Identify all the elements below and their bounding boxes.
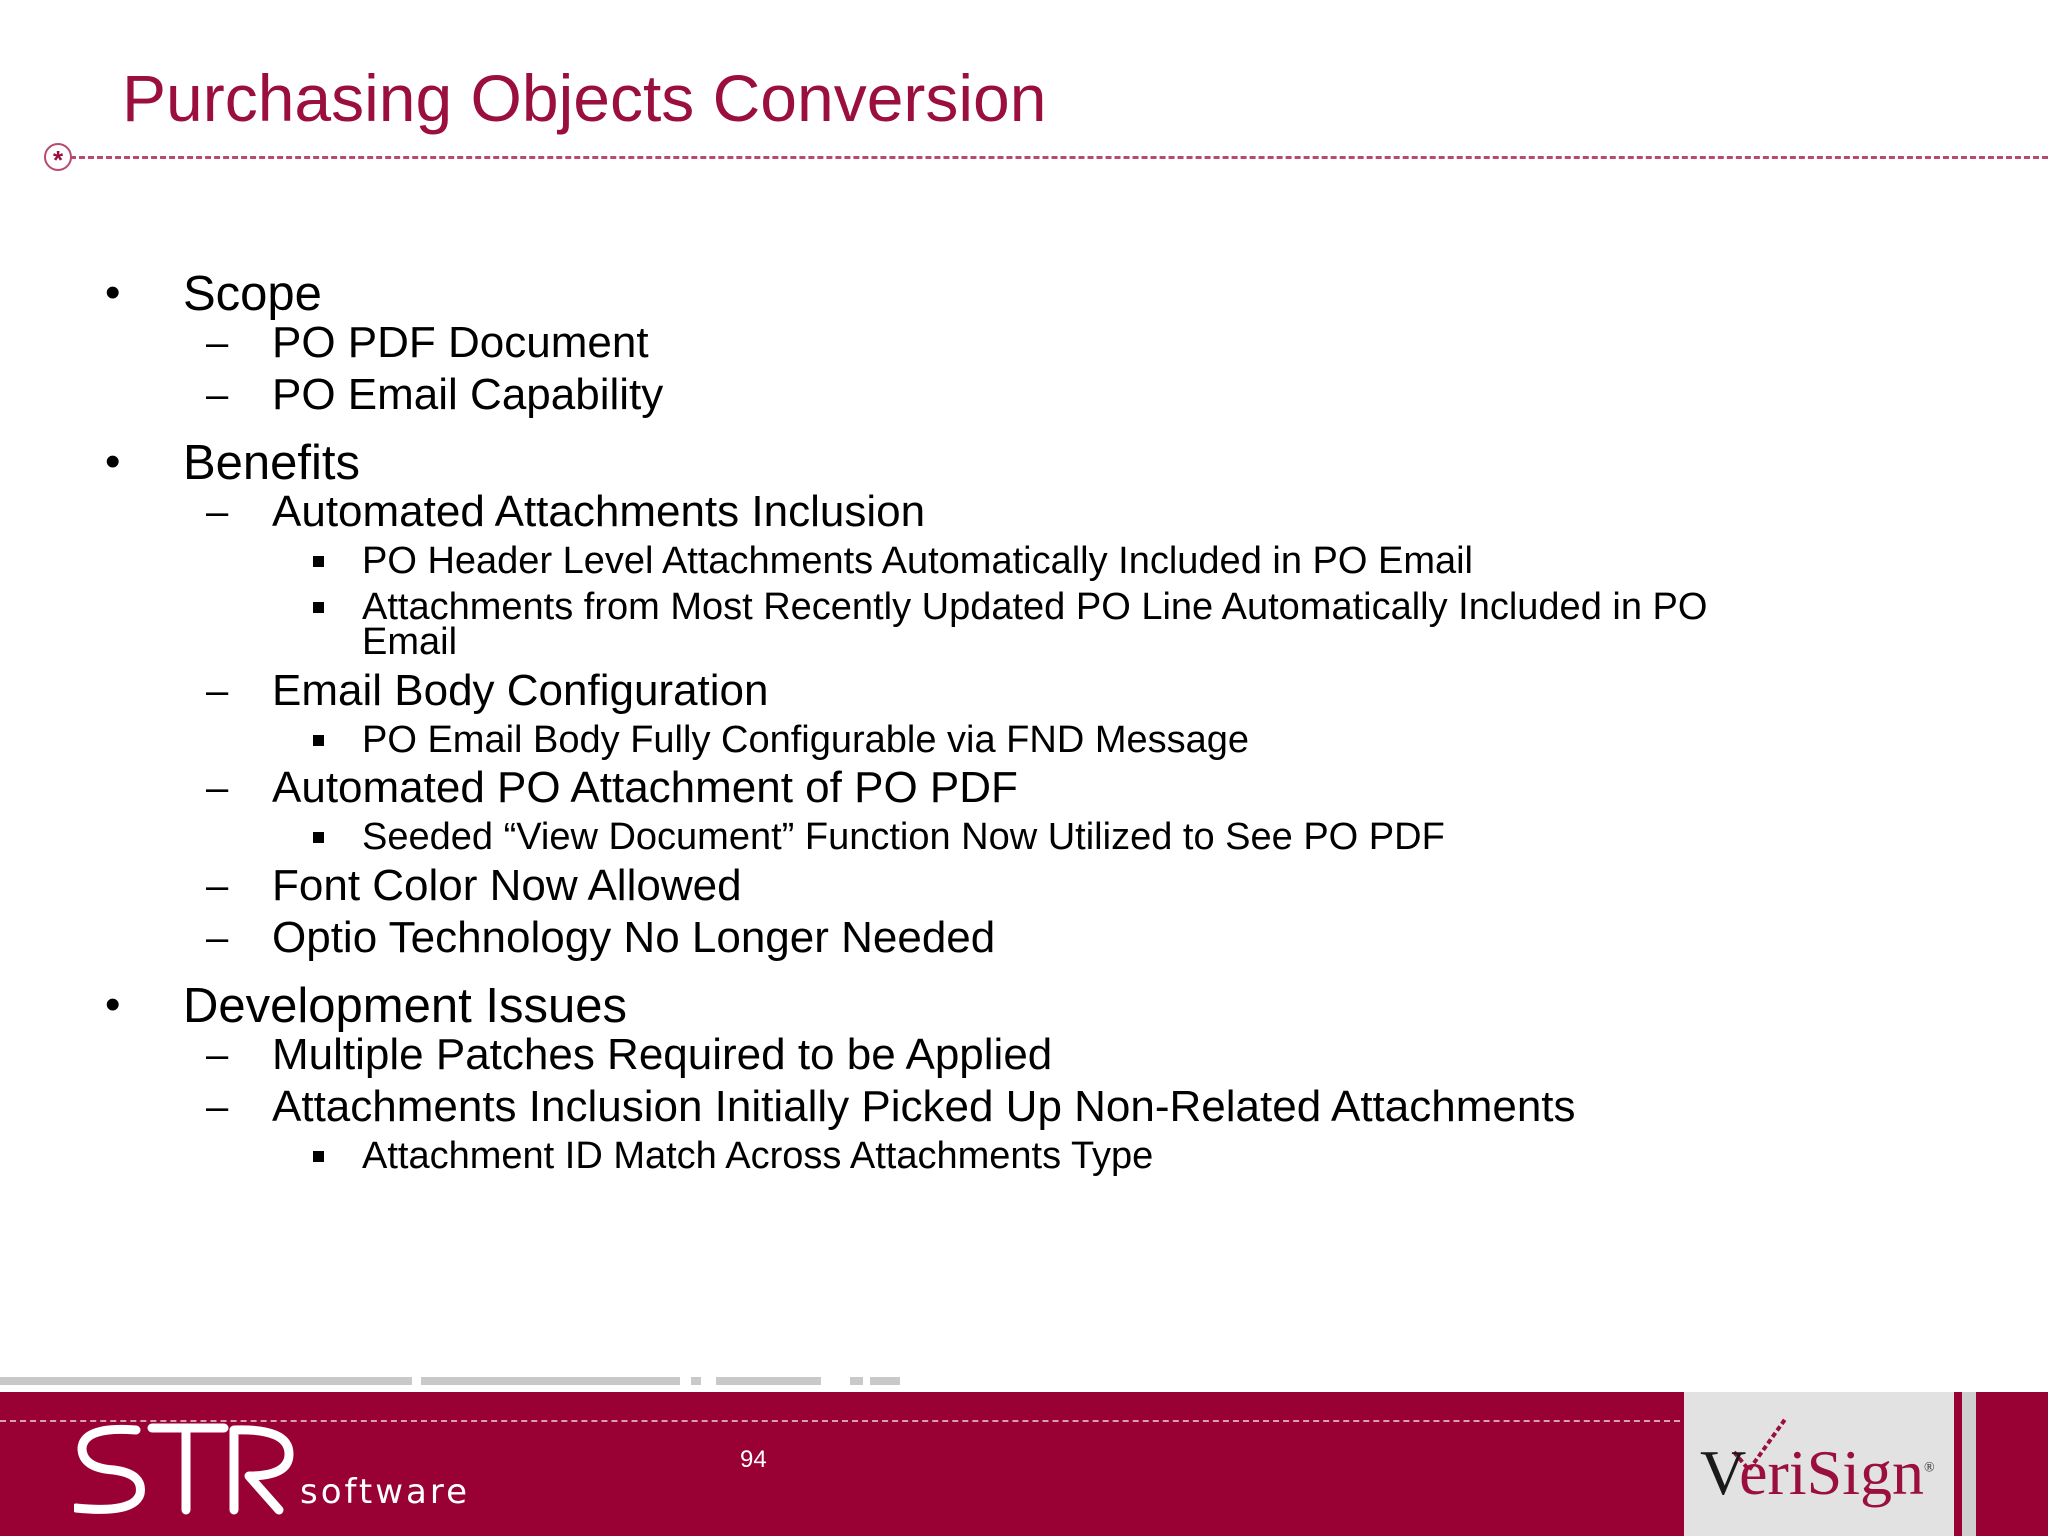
dash-icon: – xyxy=(206,1033,229,1077)
dev-item: Attachments Inclusion Initially Picked Up Non-Related Attachments xyxy=(272,1082,1576,1131)
divider-marker-icon: * xyxy=(44,143,72,171)
registered-mark: ® xyxy=(1924,1460,1935,1476)
dash-icon: – xyxy=(206,864,229,908)
square-bullet-icon xyxy=(313,735,324,746)
outline-scope: Scope xyxy=(183,267,322,321)
verisign-wordmark xyxy=(1700,1436,1935,1510)
title-divider xyxy=(70,156,2048,159)
dev-item: Multiple Patches Required to be Applied xyxy=(272,1030,1053,1079)
square-bullet-icon xyxy=(313,602,324,613)
dash-icon: – xyxy=(206,1085,229,1129)
decorative-bar xyxy=(716,1377,821,1385)
slide-title: Purchasing Objects Conversion xyxy=(122,61,1047,135)
bullet-icon: • xyxy=(105,268,121,317)
benefit-item: Optio Technology No Longer Needed xyxy=(272,913,996,962)
verisign-logo xyxy=(1684,1392,1954,1536)
square-bullet-icon xyxy=(313,556,324,567)
outline-benefits: Benefits xyxy=(183,436,361,490)
dash-icon: – xyxy=(206,669,229,713)
benefit-item: Font Color Now Allowed xyxy=(272,861,742,910)
decorative-bar xyxy=(0,1377,412,1385)
benefit-item: Email Body Configuration xyxy=(272,666,769,715)
decorative-bar xyxy=(850,1377,863,1385)
benefit-subitem: PO Email Body Fully Configurable via FND Message xyxy=(362,719,1250,761)
dev-subitem: Attachment ID Match Across Attachments Type xyxy=(362,1135,1154,1177)
decorative-bar xyxy=(870,1377,900,1385)
bullet-icon: • xyxy=(105,437,121,486)
scope-item: PO Email Capability xyxy=(272,370,664,419)
outline-development-issues: Development Issues xyxy=(183,979,627,1033)
scope-item: PO PDF Document xyxy=(272,318,649,367)
benefit-subitem: PO Header Level Attachments Automatically Included in PO Email xyxy=(362,540,1473,582)
str-logo-word: software xyxy=(300,1472,471,1512)
verisign-v: V xyxy=(1700,1437,1740,1508)
decorative-strip xyxy=(1984,1392,1992,1536)
dash-icon: – xyxy=(206,373,229,417)
dash-icon: – xyxy=(206,766,229,810)
dash-icon: – xyxy=(206,490,229,534)
benefit-subitem: Seeded “View Document” Function Now Utilized to See PO PDF xyxy=(362,816,1445,858)
dash-icon: – xyxy=(206,916,229,960)
benefit-subitem-continuation: Email xyxy=(362,621,458,663)
square-bullet-icon xyxy=(313,1151,324,1162)
square-bullet-icon xyxy=(313,832,324,843)
benefit-item: Automated PO Attachment of PO PDF xyxy=(272,763,1018,812)
str-logo-icon xyxy=(74,1418,304,1518)
decorative-bar xyxy=(691,1377,701,1385)
dash-icon: – xyxy=(206,321,229,365)
decorative-strip xyxy=(1962,1392,1976,1536)
verisign-text: eriSign xyxy=(1739,1437,1924,1508)
benefit-subitem: Attachments from Most Recently Updated PO Line Automatically Included in PO xyxy=(362,586,1708,628)
bullet-icon: • xyxy=(105,980,121,1029)
page-number: 94 xyxy=(740,1446,767,1473)
benefit-item: Automated Attachments Inclusion xyxy=(272,487,926,536)
decorative-bar xyxy=(421,1377,680,1385)
